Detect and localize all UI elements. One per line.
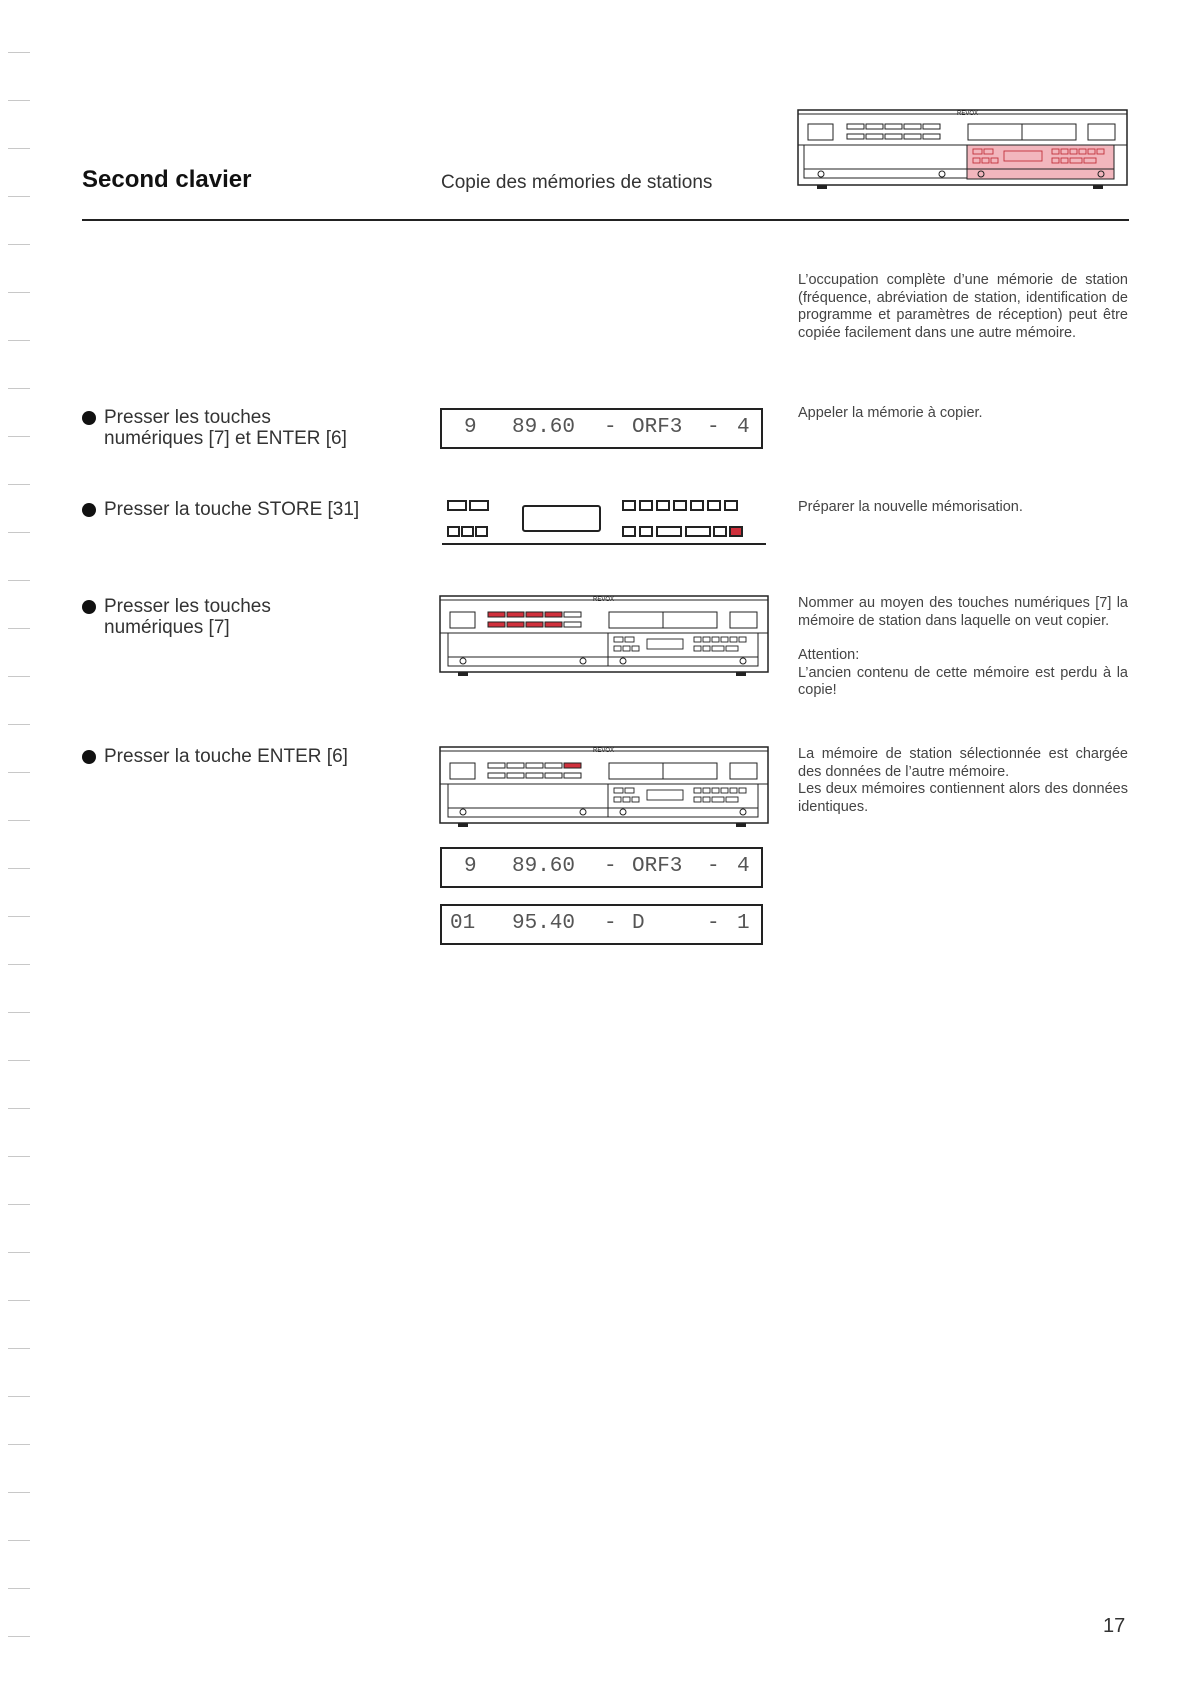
step-3-line-2: numériques [7] [104,617,230,638]
step-4-note-main: La mémoire de station sélectionnée est chargée des données de l’autre mémoire. [798,746,1128,780]
enter-key-highlight [564,763,581,768]
lcd-display-2 [440,847,763,888]
step-1-note: Appeler la mémorie à copier. [798,405,983,421]
device-illustration-step-3 [438,594,770,680]
intro-text: L’occupation complète d’une mémorie de station (fréquence, abréviation de station, identification de programme et paramètres de réception) peut être copiée facilement dans une autre mémoire. [798,272,1128,341]
keypad-store-illustration [440,495,768,547]
header-rule [82,219,1129,221]
lcd-separator: - [604,912,617,935]
lcd-frequency: 95.40 [512,912,576,935]
brand-logo: REVOX [957,111,979,117]
lcd-station-name: ORF3 [632,416,683,439]
step-3-note [798,595,1128,700]
lcd-frequency: 89.60 [512,416,576,439]
step-1 [82,407,347,449]
step-2-line-1: Presser la touche STORE [31] [104,499,360,520]
page-number: 17 [1103,1615,1126,1637]
step-4-note-extra: Les deux mémoires contiennent alors des données identiques. [798,781,1128,815]
step-4-note [798,746,1128,816]
page-title: Second clavier [82,166,252,193]
step-3-note-extra: L’ancien contenu de cette mémoire est perdu à la copie! [798,664,1128,698]
lcd-display-3 [440,904,763,945]
bullet-icon [82,600,96,614]
brand-logo: REVOX [593,597,615,603]
step-4 [82,746,348,767]
lcd-separator: - [707,855,720,878]
step-3-note-main: Nommer au moyen des touches numériques [7] la mémoire de station dans laquelle on veut copier. [798,595,1128,629]
page-subtitle: Copie des mémories de stations [441,172,713,193]
lcd-pty: 1 [737,912,750,935]
step-4-line-1: Presser la touche ENTER [6] [104,746,348,767]
bullet-icon [82,750,96,764]
lcd-station-name: ORF3 [632,855,683,878]
step-3 [82,596,271,638]
step-3-note-heading: Attention: [798,647,860,663]
device-illustration-step-4 [438,745,770,831]
lcd-separator: - [707,912,720,935]
lcd-pty: 4 [737,855,750,878]
bullet-icon [82,411,96,425]
step-1-line-2: numériques [7] et ENTER [6] [104,428,347,449]
step-1-line-1: Presser les touches [104,407,271,428]
step-2 [82,499,359,520]
device-illustration-header [797,107,1129,192]
brand-logo: REVOX [593,748,615,754]
lcd-memory: 9 [464,416,477,439]
store-key-highlight [730,527,742,536]
bullet-icon [82,503,96,517]
lcd-display-1 [440,408,763,449]
lcd-separator: - [604,855,617,878]
lcd-frequency: 89.60 [512,855,576,878]
step-3-line-1: Presser les touches [104,596,271,617]
step-2-note: Préparer la nouvelle mémorisation. [798,499,1023,515]
lcd-separator: - [604,416,617,439]
lcd-station-name: D [632,912,645,935]
lcd-separator: - [707,416,720,439]
lcd-pty: 4 [737,416,750,439]
lcd-memory: 9 [464,855,477,878]
lcd-memory: 01 [450,912,476,935]
